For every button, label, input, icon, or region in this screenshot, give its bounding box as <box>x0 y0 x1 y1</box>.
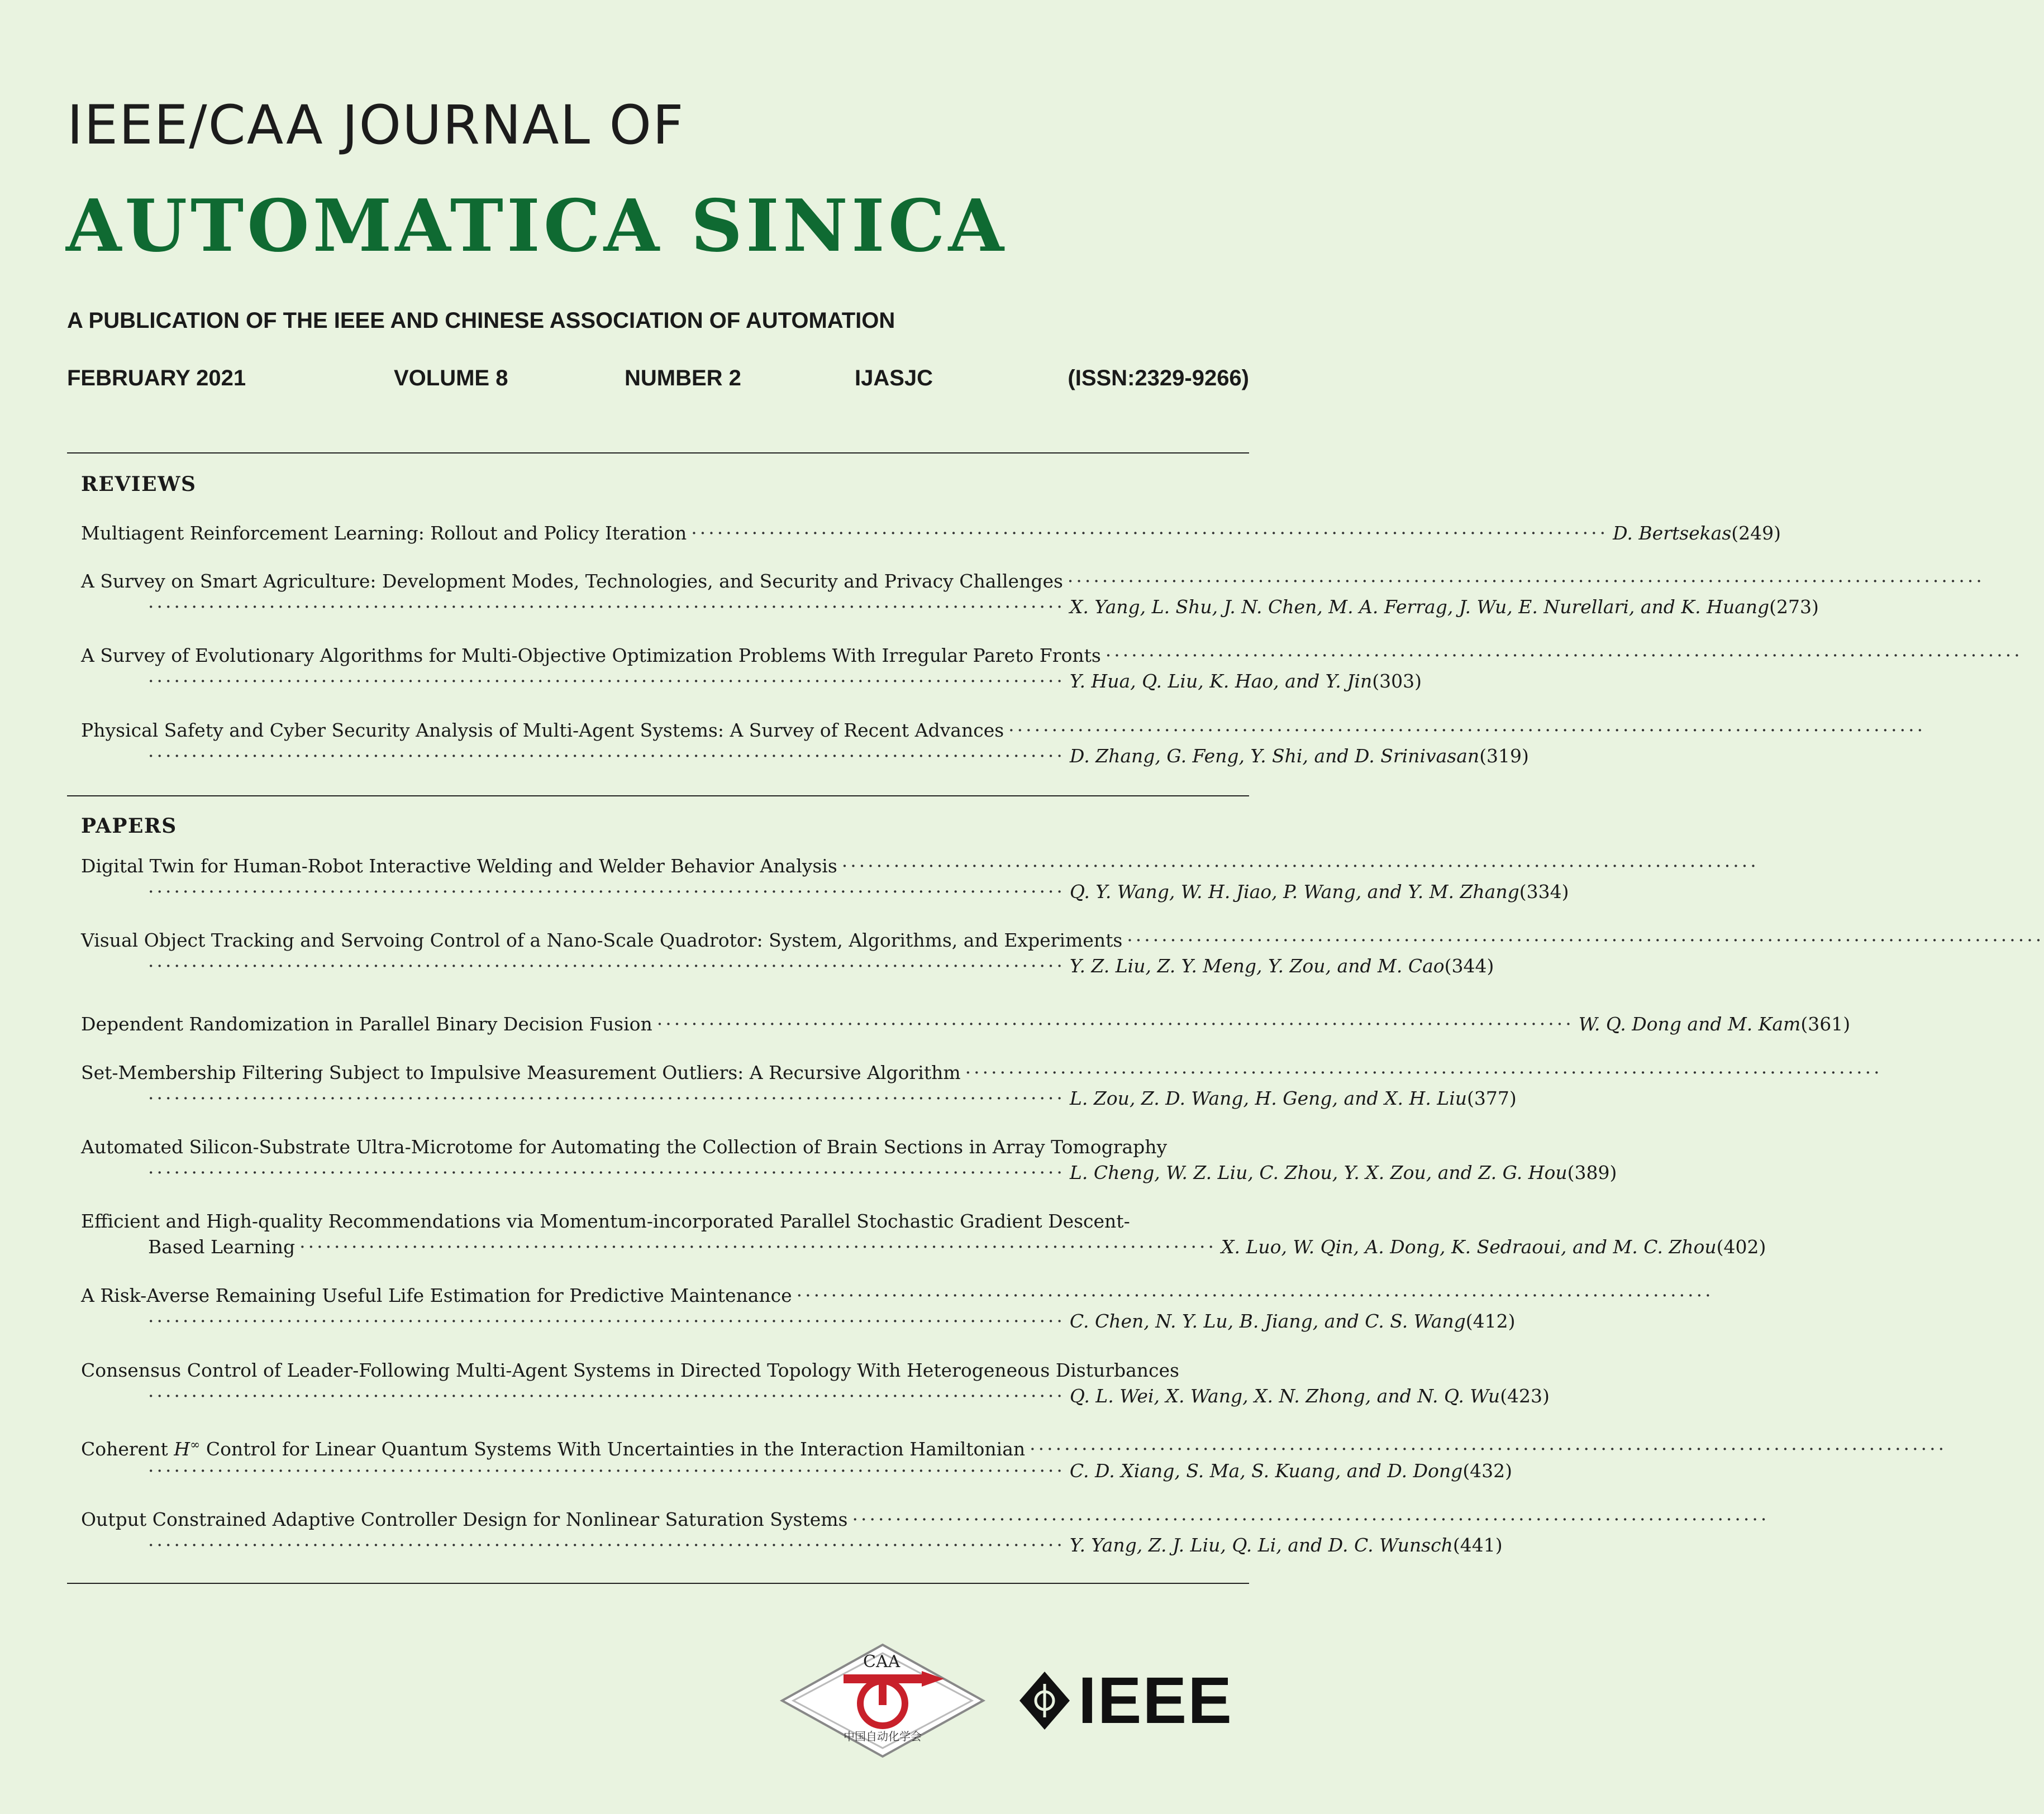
entry-authors: W. Q. Dong and M. Kam <box>1578 1013 1801 1035</box>
entry-title[interactable]: Automated Silicon-Substrate Ultra-Microtome for Automating the Collection of Brain Sections in Array Tomography <box>81 1136 1168 1158</box>
issue-volume: VOLUME 8 <box>394 366 508 390</box>
entry-page: (344) <box>1444 955 1494 977</box>
entry-page: (441) <box>1452 1534 1503 1556</box>
divider-top <box>67 452 1249 454</box>
leader-dots: ·········································································································· <box>1105 645 2023 666</box>
entry-page: (319) <box>1479 745 1529 767</box>
entry-page: (423) <box>1500 1385 1550 1407</box>
leader-dots: ·········································································································· <box>148 1385 1065 1407</box>
toc-entry[interactable] <box>81 1134 1617 1186</box>
entry-page: (389) <box>1567 1162 1617 1183</box>
toc-entry[interactable] <box>81 853 1759 905</box>
entry-authors: Y. Z. Liu, Z. Y. Meng, Y. Zou, and M. Cao <box>1069 955 1445 977</box>
papers-heading: PAPERS <box>81 814 177 838</box>
entry-authors: X. Luo, W. Qin, A. Dong, K. Sedraoui, and M. C. Zhou <box>1221 1236 1717 1258</box>
entry-title[interactable]: Visual Object Tracking and Servoing Control of a Nano-Scale Quadrotor: System, Algorithms, and Experiments <box>81 929 1123 951</box>
toc-entry[interactable] <box>81 718 1926 769</box>
leader-dots: ·········································································································· <box>1030 1438 1947 1460</box>
divider-bottom <box>67 1583 1249 1584</box>
leader-dots: ·········································································································· <box>841 855 1759 877</box>
entry-authors: Y. Hua, Q. Liu, K. Hao, and Y. Jin <box>1069 670 1373 692</box>
entry-page: (303) <box>1372 670 1422 692</box>
leader-dots: ·········································································································· <box>148 745 1065 767</box>
entry-title[interactable]: Digital Twin for Human-Robot Interactive Welding and Welder Behavior Analysis <box>81 855 837 877</box>
journal-title-line1: IEEE/CAA JOURNAL OF <box>67 94 685 156</box>
leader-dots: ·········································································································· <box>796 1285 1714 1306</box>
publication-subtitle: A PUBLICATION OF THE IEEE AND CHINESE ASSOCIATION OF AUTOMATION <box>67 308 895 333</box>
entry-title[interactable]: A Risk-Averse Remaining Useful Life Estimation for Predictive Maintenance <box>81 1285 792 1306</box>
leader-dots: ·········································································································· <box>1127 929 2044 951</box>
leader-dots: ·········································································································· <box>148 596 1065 618</box>
leader-dots: ·········································································································· <box>691 522 1609 544</box>
divider-middle <box>67 795 1249 796</box>
entry-authors: D. Bertsekas <box>1613 522 1732 544</box>
entry-title[interactable]: Efficient and High-quality Recommendations via Momentum-incorporated Parallel Stochastic Gradient Descent- <box>81 1210 1130 1232</box>
entry-title[interactable]: Set-Membership Filtering Subject to Impulsive Measurement Outliers: A Recursive Algorithm <box>81 1062 961 1083</box>
toc-entry[interactable] <box>81 1507 1770 1558</box>
entry-authors: Q. Y. Wang, W. H. Jiao, P. Wang, and Y. M. Zhang <box>1069 881 1519 903</box>
entry-title[interactable]: Dependent Randomization in Parallel Binary Decision Fusion <box>81 1013 652 1035</box>
leader-dots: ·········································································································· <box>148 881 1065 903</box>
entry-authors: C. D. Xiang, S. Ma, S. Kuang, and D. Dong <box>1069 1460 1463 1482</box>
toc-entry[interactable] <box>81 1283 1714 1334</box>
entry-page: (334) <box>1519 881 1569 903</box>
leader-dots: ·········································································································· <box>656 1013 1574 1035</box>
entry-authors: X. Yang, L. Shu, J. N. Chen, M. A. Ferrag, J. Wu, E. Nurellari, and K. Huang <box>1069 596 1770 618</box>
issue-date: FEBRUARY 2021 <box>67 366 246 390</box>
leader-dots: ·········································································································· <box>148 1087 1065 1109</box>
leader-dots: ·········································································································· <box>852 1509 1770 1530</box>
issue-code: IJASJC <box>855 366 933 390</box>
entry-page: (402) <box>1716 1236 1766 1258</box>
entry-authors: D. Zhang, G. Feng, Y. Shi, and D. Srinivasan <box>1069 745 1480 767</box>
reviews-heading: REVIEWS <box>81 472 197 496</box>
caa-label: CAA <box>863 1652 900 1672</box>
toc-entry[interactable] <box>81 1060 1883 1111</box>
issue-issn: (ISSN:2329-9266) <box>1068 366 1249 390</box>
entry-title[interactable]: Coherent H∞ Control for Linear Quantum Systems With Uncertainties in the Interaction Hamiltonian <box>81 1438 1026 1460</box>
entry-authors: L. Zou, Z. D. Wang, H. Geng, and X. H. Liu <box>1069 1087 1468 1109</box>
toc-entry[interactable] <box>81 928 2044 979</box>
entry-page: (273) <box>1769 596 1819 618</box>
entry-title-continued[interactable]: Based Learning <box>148 1236 296 1258</box>
leader-dots: ·········································································································· <box>148 1162 1065 1183</box>
toc-entry[interactable] <box>81 521 1781 546</box>
entry-title[interactable]: Output Constrained Adaptive Controller Design for Nonlinear Saturation Systems <box>81 1509 848 1530</box>
issue-info <box>67 366 1249 394</box>
entry-title[interactable]: Physical Safety and Cyber Security Analysis of Multi-Agent Systems: A Survey of Recent Advances <box>81 719 1004 741</box>
entry-page: (432) <box>1462 1460 1513 1482</box>
leader-dots: ·········································································································· <box>1067 570 1985 592</box>
entry-authors: Y. Yang, Z. J. Liu, Q. Li, and D. C. Wunsch <box>1069 1534 1453 1556</box>
entry-title[interactable]: Multiagent Reinforcement Learning: Rollout and Policy Iteration <box>81 522 687 544</box>
entry-page: (377) <box>1467 1087 1517 1109</box>
toc-entry[interactable] <box>81 1433 1947 1484</box>
leader-dots: ·········································································································· <box>299 1236 1217 1258</box>
entry-page: (361) <box>1800 1013 1851 1035</box>
journal-title-line2: AUTOMATICA SINICA <box>66 184 1007 268</box>
ieee-diamond-icon <box>1017 1667 1073 1734</box>
toc-entry[interactable] <box>81 643 2023 694</box>
leader-dots: ·········································································································· <box>148 670 1065 692</box>
entry-authors: Q. L. Wei, X. Wang, X. N. Zhong, and N. Q. Wu <box>1069 1385 1500 1407</box>
leader-dots: ·········································································································· <box>148 1460 1065 1482</box>
leader-dots: ·········································································································· <box>148 955 1065 977</box>
entry-page: (249) <box>1731 522 1781 544</box>
toc-entry[interactable] <box>81 1011 1851 1037</box>
ieee-label: IEEE <box>1078 1664 1233 1737</box>
entry-title[interactable]: A Survey of Evolutionary Algorithms for Multi-Objective Optimization Problems With Irregular Pareto Fronts <box>81 645 1101 666</box>
issue-number: NUMBER 2 <box>625 366 741 390</box>
entry-page: (412) <box>1465 1310 1516 1332</box>
entry-authors: L. Cheng, W. Z. Liu, C. Zhou, Y. X. Zou, and Z. G. Hou <box>1069 1162 1567 1183</box>
leader-dots: ·········································································································· <box>965 1062 1883 1083</box>
leader-dots: ·········································································································· <box>148 1310 1065 1332</box>
toc-entry[interactable] <box>81 569 1985 620</box>
entry-authors: C. Chen, N. Y. Lu, B. Jiang, and C. S. Wang <box>1069 1310 1466 1332</box>
ieee-logo <box>1017 1664 1251 1737</box>
entry-title[interactable]: Consensus Control of Leader-Following Multi-Agent Systems in Directed Topology With Heterogeneous Disturbances <box>81 1359 1179 1381</box>
entry-title[interactable]: A Survey on Smart Agriculture: Development Modes, Technologies, and Security and Privacy Challenges <box>81 570 1063 592</box>
toc-entry[interactable] <box>81 1358 1550 1409</box>
caa-logo <box>776 1642 989 1759</box>
leader-dots: ·········································································································· <box>1008 719 1926 741</box>
publisher-logos <box>776 1642 1257 1759</box>
svg-text:中国自动化学会: 中国自动化学会 <box>844 1730 922 1743</box>
toc-entry[interactable] <box>81 1209 1766 1260</box>
leader-dots: ·········································································································· <box>148 1534 1065 1556</box>
